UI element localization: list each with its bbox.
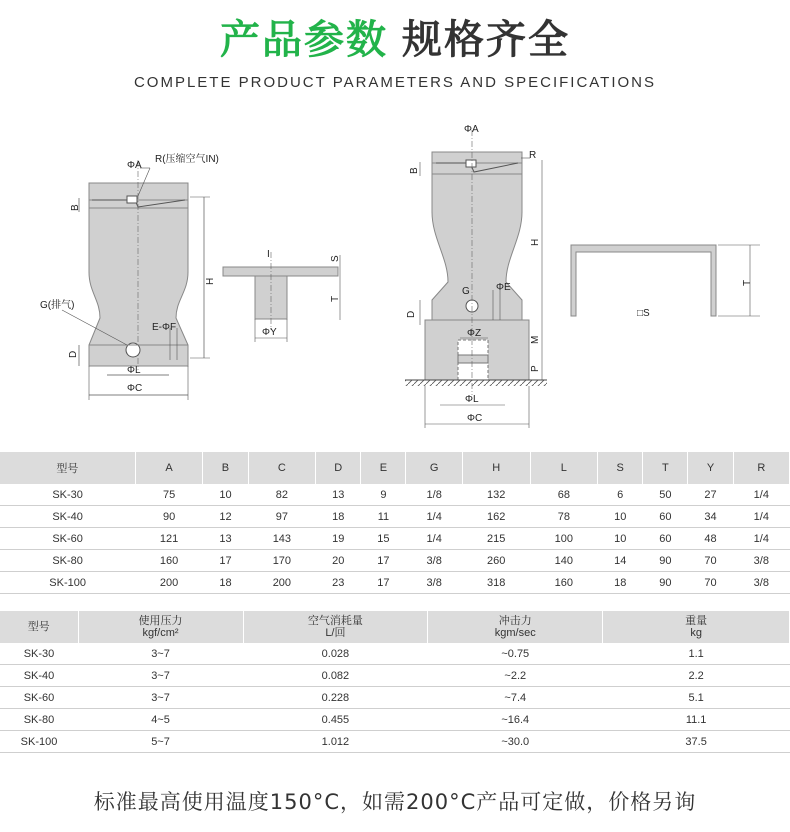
- spec-cell: 14: [598, 550, 643, 572]
- spec-header-cell: C: [248, 452, 316, 484]
- spec-cell: 3/8: [733, 550, 789, 572]
- label-r-inlet: R(压缩空气IN): [155, 154, 219, 165]
- perf-cell: 4~5: [78, 709, 243, 731]
- perf-cell: 37.5: [603, 731, 790, 753]
- perf-header-label: 空气消耗量: [307, 615, 363, 627]
- perf-cell: ~7.4: [428, 687, 603, 709]
- perf-table: [0, 611, 790, 753]
- perf-header-cell: [78, 611, 243, 643]
- perf-cell: 0.455: [243, 709, 428, 731]
- perf-header-label: 型号: [27, 621, 50, 633]
- perf-header-unit: kg: [690, 627, 702, 639]
- spec-cell: 318: [462, 572, 530, 594]
- spec-cell: 1/4: [733, 506, 789, 528]
- perf-header-label: 冲击力: [498, 615, 532, 627]
- perf-cell: 3~7: [78, 665, 243, 687]
- label-g-right: G: [462, 286, 470, 297]
- title-dark: 规格齐全: [402, 17, 570, 63]
- perf-cell: 0.082: [243, 665, 428, 687]
- perf-header-cell: [428, 611, 603, 643]
- spec-cell: 90: [135, 506, 203, 528]
- spec-cell: SK-40: [0, 506, 135, 528]
- perf-header-cell: [603, 611, 790, 643]
- spec-cell: 1/4: [406, 528, 462, 550]
- label-g-exhaust: G(排气): [40, 300, 75, 311]
- spec-cell: 1/4: [733, 528, 789, 550]
- spec-cell: SK-80: [0, 550, 135, 572]
- spec-cell: 3/8: [406, 550, 462, 572]
- perf-cell: SK-40: [0, 665, 78, 687]
- left-front-view: [40, 152, 219, 400]
- right-front-view: [405, 124, 547, 428]
- spec-cell: 121: [135, 528, 203, 550]
- spec-cell: 10: [203, 484, 248, 506]
- spec-cell: 200: [248, 572, 316, 594]
- spec-header-cell: R: [733, 452, 789, 484]
- perf-cell: 0.028: [243, 643, 428, 665]
- label-phi-l-right: ΦL: [465, 394, 479, 405]
- spec-header-cell: A: [135, 452, 203, 484]
- label-s-side: S: [330, 255, 341, 262]
- spec-cell: 48: [688, 528, 733, 550]
- spec-cell: 3/8: [406, 572, 462, 594]
- spec-cell: 60: [643, 506, 688, 528]
- spec-cell: 6: [598, 484, 643, 506]
- spec-cell: 143: [248, 528, 316, 550]
- spec-cell: 50: [643, 484, 688, 506]
- spec-cell: 1/4: [406, 506, 462, 528]
- spec-row: [0, 484, 790, 506]
- spec-header-cell: Y: [688, 452, 733, 484]
- spec-cell: 68: [530, 484, 598, 506]
- spec-cell: 19: [316, 528, 361, 550]
- spec-cell: 18: [316, 506, 361, 528]
- spec-cell: 12: [203, 506, 248, 528]
- spec-cell: 10: [598, 506, 643, 528]
- spec-cell: 97: [248, 506, 316, 528]
- left-side-view: [223, 249, 341, 342]
- perf-cell: 1.1: [603, 643, 790, 665]
- label-phi-c-right: ΦC: [467, 413, 483, 424]
- spec-header-cell: T: [643, 452, 688, 484]
- spec-cell: 60: [643, 528, 688, 550]
- spec-cell: 11: [361, 506, 406, 528]
- title-green: 产品参数: [220, 17, 388, 63]
- perf-cell: ~30.0: [428, 731, 603, 753]
- label-b-right: B: [409, 167, 420, 174]
- spec-cell: 27: [688, 484, 733, 506]
- spec-row: [0, 528, 790, 550]
- label-phi-l-left: ΦL: [127, 365, 141, 376]
- spec-cell: SK-30: [0, 484, 135, 506]
- spec-cell: 160: [135, 550, 203, 572]
- label-phi-c-left: ΦC: [127, 383, 143, 394]
- perf-cell: ~16.4: [428, 709, 603, 731]
- spec-row: [0, 506, 790, 528]
- page-subtitle: COMPLETE PRODUCT PARAMETERS AND SPECIFICATIONS: [133, 74, 657, 91]
- label-b-left: B: [70, 204, 81, 211]
- perf-row: [0, 643, 790, 665]
- spec-cell: 17: [203, 550, 248, 572]
- perf-header-unit: kgm/sec: [494, 627, 536, 639]
- label-e-phi-f: E-ΦF: [152, 322, 177, 333]
- spec-header-cell: E: [361, 452, 406, 484]
- label-h-left: H: [205, 277, 216, 285]
- label-t-bracket: T: [742, 279, 753, 286]
- spec-header-cell: D: [316, 452, 361, 484]
- perf-row: [0, 665, 790, 687]
- spec-cell: 140: [530, 550, 598, 572]
- spec-cell: 100: [530, 528, 598, 550]
- spec-cell: 18: [598, 572, 643, 594]
- label-r-right: R: [529, 150, 537, 161]
- label-p-right: P: [530, 365, 541, 372]
- perf-cell: ~2.2: [428, 665, 603, 687]
- perf-cell: 5~7: [78, 731, 243, 753]
- spec-header-cell: L: [530, 452, 598, 484]
- perf-cell: 3~7: [78, 643, 243, 665]
- spec-cell: 70: [688, 572, 733, 594]
- spec-cell: SK-60: [0, 528, 135, 550]
- footer-note: 标准最高使用温度150°C，如需200°C产品可定做，价格另询: [93, 790, 697, 814]
- spec-cell: 1/8: [406, 484, 462, 506]
- spec-cell: 34: [688, 506, 733, 528]
- perf-cell: SK-30: [0, 643, 78, 665]
- spec-cell: 90: [643, 550, 688, 572]
- spec-cell: 3/8: [733, 572, 789, 594]
- perf-header-unit: kgf/cm²: [142, 627, 179, 639]
- bracket-view: [571, 245, 760, 319]
- label-phi-y: ΦY: [262, 327, 277, 338]
- perf-cell: SK-100: [0, 731, 78, 753]
- label-m-right: M: [530, 335, 541, 344]
- spec-table: [0, 452, 790, 594]
- spec-cell: 132: [462, 484, 530, 506]
- perf-row: [0, 731, 790, 753]
- spec-cell: 170: [248, 550, 316, 572]
- spec-cell: 162: [462, 506, 530, 528]
- spec-header-cell: 型号: [0, 452, 135, 484]
- spec-cell: 70: [688, 550, 733, 572]
- spec-cell: SK-100: [0, 572, 135, 594]
- spec-cell: 82: [248, 484, 316, 506]
- perf-cell: ~0.75: [428, 643, 603, 665]
- perf-cell: SK-80: [0, 709, 78, 731]
- spec-cell: 10: [598, 528, 643, 550]
- label-d-left: D: [68, 350, 79, 358]
- spec-row: [0, 572, 790, 594]
- perf-cell: 0.228: [243, 687, 428, 709]
- label-i-mark: I: [267, 249, 270, 260]
- perf-row: [0, 687, 790, 709]
- spec-header-cell: B: [203, 452, 248, 484]
- spec-cell: 260: [462, 550, 530, 572]
- perf-header-label: 重量: [685, 615, 708, 627]
- spec-cell: 78: [530, 506, 598, 528]
- perf-cell: 5.1: [603, 687, 790, 709]
- perf-header-label: 使用压力: [138, 615, 183, 627]
- perf-cell: 1.012: [243, 731, 428, 753]
- spec-row: [0, 550, 790, 572]
- label-h-right: H: [530, 238, 541, 246]
- spec-cell: 15: [361, 528, 406, 550]
- spec-header-cell: H: [462, 452, 530, 484]
- label-phi-a-right: ΦA: [464, 124, 479, 135]
- spec-cell: 13: [203, 528, 248, 550]
- perf-header-unit: L/回: [325, 627, 346, 639]
- spec-cell: 215: [462, 528, 530, 550]
- perf-header-cell: [0, 611, 78, 643]
- spec-cell: 1/4: [733, 484, 789, 506]
- spec-cell: 18: [203, 572, 248, 594]
- perf-row: [0, 709, 790, 731]
- spec-cell: 17: [361, 572, 406, 594]
- label-phi-a-left: ΦA: [127, 160, 142, 171]
- label-t-side: T: [330, 295, 341, 302]
- perf-cell: 3~7: [78, 687, 243, 709]
- spec-cell: 23: [316, 572, 361, 594]
- perf-cell: 11.1: [603, 709, 790, 731]
- perf-cell: SK-60: [0, 687, 78, 709]
- spec-cell: 200: [135, 572, 203, 594]
- label-phi-z: ΦZ: [467, 328, 482, 339]
- spec-header-cell: G: [406, 452, 462, 484]
- spec-cell: 90: [643, 572, 688, 594]
- spec-cell: 160: [530, 572, 598, 594]
- label-phi-e: ΦE: [496, 282, 511, 293]
- spec-cell: 20: [316, 550, 361, 572]
- spec-cell: 13: [316, 484, 361, 506]
- spec-cell: 9: [361, 484, 406, 506]
- label-d-right: D: [406, 310, 417, 318]
- spec-cell: 75: [135, 484, 203, 506]
- spec-cell: 17: [361, 550, 406, 572]
- spec-header-cell: S: [598, 452, 643, 484]
- perf-cell: 2.2: [603, 665, 790, 687]
- label-s-bracket: □S: [637, 308, 650, 319]
- perf-header-cell: [243, 611, 428, 643]
